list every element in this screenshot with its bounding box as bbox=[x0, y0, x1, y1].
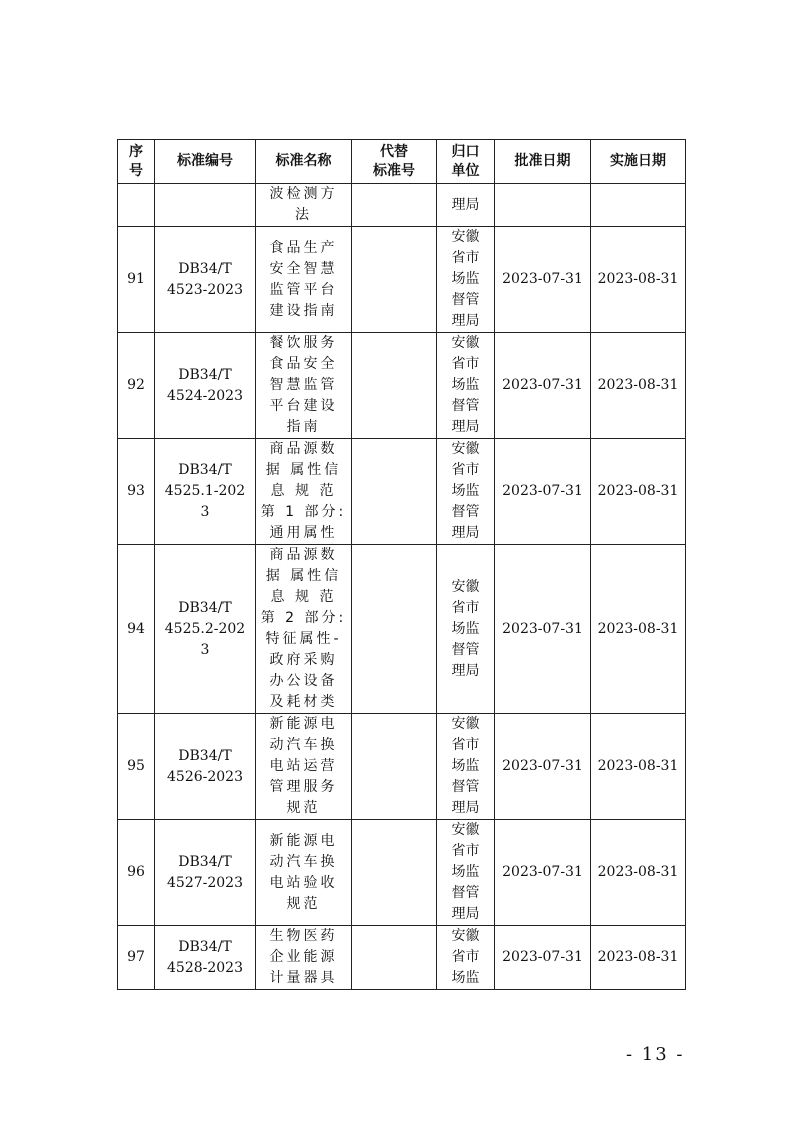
cell-line: 场监 bbox=[451, 620, 480, 637]
cell-unit bbox=[437, 333, 495, 439]
header-name: 标准名称 bbox=[256, 140, 352, 184]
cell-line: 商品源数 bbox=[269, 547, 338, 563]
cell-code bbox=[155, 926, 256, 990]
cell-line: 省市 bbox=[451, 599, 480, 616]
cell-no: 92 bbox=[118, 333, 155, 439]
cell-line: 新能源电 bbox=[269, 716, 338, 732]
cell-line: 动汽车换 bbox=[269, 853, 338, 870]
table-row bbox=[118, 926, 686, 990]
cell-code bbox=[155, 439, 256, 545]
cell-line: 理局 bbox=[451, 800, 480, 816]
cell-name bbox=[256, 714, 352, 820]
cell-name bbox=[256, 227, 352, 333]
cell-line: 及耗材类 bbox=[269, 694, 338, 710]
cell-line: 据 属性信 bbox=[265, 568, 342, 584]
cell-line: 4523-2023 bbox=[167, 281, 243, 298]
cell-line: DB34/T bbox=[178, 260, 232, 277]
cell-line: 安全智慧 bbox=[269, 260, 338, 277]
cell-no: 96 bbox=[118, 820, 155, 926]
table-row bbox=[118, 227, 686, 333]
cell-line: 督管 bbox=[451, 292, 480, 308]
cell-unit bbox=[437, 545, 495, 714]
cell-no: 91 bbox=[118, 227, 155, 333]
cell-line: DB34/T bbox=[178, 853, 232, 870]
cell-effective-date: 2023-08-31 bbox=[591, 227, 686, 333]
cell-line: 计量器具 bbox=[269, 970, 338, 986]
table-row bbox=[118, 333, 686, 439]
header-replace: 代替 标准号 bbox=[352, 140, 437, 184]
cell-line: 督管 bbox=[451, 398, 480, 414]
table-row bbox=[118, 545, 686, 714]
cell-line: 建设指南 bbox=[269, 302, 338, 319]
cell-line: 省市 bbox=[451, 843, 480, 859]
cell-line: 政府采购 bbox=[269, 652, 338, 668]
cell-unit bbox=[437, 926, 495, 990]
cell-line: 第 1 部分: bbox=[260, 504, 347, 520]
cell-approve-date: 2023-07-31 bbox=[495, 926, 591, 990]
cell-line: 监管平台 bbox=[269, 281, 338, 298]
cell-unit bbox=[437, 439, 495, 545]
cell-line: DB34/T bbox=[178, 366, 232, 383]
cell-line: 3 bbox=[200, 641, 210, 658]
cell-line: 省市 bbox=[451, 356, 480, 372]
cell-line: 4527-2023 bbox=[167, 874, 243, 891]
cont-effective bbox=[591, 184, 686, 227]
table-row bbox=[118, 820, 686, 926]
cell-name bbox=[256, 333, 352, 439]
cell-line: 通用属性 bbox=[269, 525, 338, 541]
cell-line: 督管 bbox=[451, 779, 480, 795]
cell-line: 4524-2023 bbox=[167, 387, 243, 404]
cell-line: 安徽 bbox=[451, 441, 480, 457]
cell-line: 省市 bbox=[451, 949, 480, 965]
cell-effective-date: 2023-08-31 bbox=[591, 333, 686, 439]
cell-line: 安徽 bbox=[451, 335, 480, 351]
cell-name bbox=[256, 439, 352, 545]
cell-line: 理局 bbox=[451, 662, 480, 679]
cell-line: 理局 bbox=[451, 906, 480, 922]
cell-line: 理局 bbox=[451, 525, 480, 541]
cell-code bbox=[155, 333, 256, 439]
cell-line: 督管 bbox=[451, 504, 480, 520]
cell-effective-date: 2023-08-31 bbox=[591, 820, 686, 926]
cell-line: 场监 bbox=[451, 483, 480, 499]
cell-line: 据 属性信 bbox=[265, 462, 342, 478]
cell-no: 95 bbox=[118, 714, 155, 820]
cell-code bbox=[155, 545, 256, 714]
cell-line: 平台建设 bbox=[269, 398, 338, 414]
cell-replace bbox=[352, 333, 437, 439]
cell-line: 安徽 bbox=[451, 822, 480, 838]
cell-line: 省市 bbox=[451, 737, 480, 753]
table-row bbox=[118, 714, 686, 820]
cell-effective-date: 2023-08-31 bbox=[591, 714, 686, 820]
cell-line: 餐饮服务 bbox=[269, 335, 338, 351]
cell-line: DB34/T bbox=[178, 599, 232, 616]
cell-line: 安徽 bbox=[451, 928, 480, 944]
page-number: - 13 - bbox=[626, 1044, 685, 1065]
cell-line: 特征属性- bbox=[265, 631, 342, 647]
header-approve-date: 批准日期 bbox=[495, 140, 591, 184]
cell-line: 电站验收 bbox=[269, 874, 338, 891]
cell-effective-date: 2023-08-31 bbox=[591, 926, 686, 990]
header-unit: 归口 单位 bbox=[437, 140, 495, 184]
cell-name bbox=[256, 926, 352, 990]
cell-approve-date: 2023-07-31 bbox=[495, 714, 591, 820]
cell-line: 4526-2023 bbox=[167, 768, 243, 785]
cell-line: 规范 bbox=[286, 895, 321, 912]
cell-line: 第 2 部分: bbox=[260, 610, 347, 626]
header-no: 序 号 bbox=[118, 140, 155, 184]
table-row bbox=[118, 439, 686, 545]
cell-line: 4525.2-202 bbox=[164, 620, 246, 637]
cell-effective-date: 2023-08-31 bbox=[591, 439, 686, 545]
header-row bbox=[118, 140, 686, 184]
cell-line: 食品安全 bbox=[269, 356, 338, 372]
cell-name bbox=[256, 820, 352, 926]
cell-replace bbox=[352, 545, 437, 714]
cont-name: 波检测方 法 bbox=[256, 184, 352, 227]
cell-line: 4525.1-202 bbox=[164, 483, 246, 499]
cell-no: 94 bbox=[118, 545, 155, 714]
continuation-row bbox=[118, 184, 686, 227]
cell-code bbox=[155, 714, 256, 820]
header-effective-date: 实施日期 bbox=[591, 140, 686, 184]
cell-line: 企业能源 bbox=[269, 949, 338, 965]
cell-effective-date: 2023-08-31 bbox=[591, 545, 686, 714]
cell-replace bbox=[352, 926, 437, 990]
cell-unit bbox=[437, 227, 495, 333]
cell-line: 智慧监管 bbox=[269, 377, 338, 393]
cell-unit bbox=[437, 820, 495, 926]
cell-line: 理局 bbox=[451, 419, 480, 435]
cell-line: 商品源数 bbox=[269, 441, 338, 457]
cell-name bbox=[256, 545, 352, 714]
cell-approve-date: 2023-07-31 bbox=[495, 333, 591, 439]
cell-line: DB34/T bbox=[178, 938, 232, 955]
cell-line: 省市 bbox=[451, 250, 480, 266]
cell-replace bbox=[352, 714, 437, 820]
cell-line: 3 bbox=[200, 504, 210, 520]
cell-approve-date: 2023-07-31 bbox=[495, 545, 591, 714]
cell-approve-date: 2023-07-31 bbox=[495, 820, 591, 926]
cell-line: DB34/T bbox=[178, 747, 232, 764]
cell-line: 督管 bbox=[451, 641, 480, 658]
cell-line: 安徽 bbox=[451, 578, 480, 595]
header-code: 标准编号 bbox=[155, 140, 256, 184]
cell-line: 新能源电 bbox=[269, 832, 338, 849]
cell-line: 省市 bbox=[451, 462, 480, 478]
cell-approve-date: 2023-07-31 bbox=[495, 439, 591, 545]
cont-approve bbox=[495, 184, 591, 227]
cell-line: 动汽车换 bbox=[269, 737, 338, 753]
cell-replace bbox=[352, 439, 437, 545]
cell-line: 指南 bbox=[286, 419, 321, 435]
cell-line: 场监 bbox=[451, 377, 480, 393]
cell-line: 规范 bbox=[286, 800, 321, 816]
cell-line: 生物医药 bbox=[269, 928, 338, 944]
cell-line: DB34/T bbox=[178, 462, 232, 478]
cell-line: 督管 bbox=[451, 885, 480, 901]
cont-code bbox=[155, 184, 256, 227]
cell-line: 安徽 bbox=[451, 716, 480, 732]
cell-no: 93 bbox=[118, 439, 155, 545]
cell-code bbox=[155, 820, 256, 926]
cell-line: 场监 bbox=[451, 271, 480, 287]
cell-line: 办公设备 bbox=[269, 673, 338, 689]
cell-line: 场监 bbox=[451, 970, 480, 986]
cell-code bbox=[155, 227, 256, 333]
cell-no: 97 bbox=[118, 926, 155, 990]
cell-line: 食品生产 bbox=[269, 239, 338, 256]
cell-line: 电站运营 bbox=[269, 758, 338, 774]
cell-line: 息 规 范 bbox=[270, 483, 337, 499]
cell-line: 场监 bbox=[451, 864, 480, 880]
cell-line: 息 规 范 bbox=[270, 589, 337, 605]
cell-line: 4528-2023 bbox=[167, 959, 243, 976]
cell-approve-date: 2023-07-31 bbox=[495, 227, 591, 333]
cell-unit bbox=[437, 714, 495, 820]
cell-replace bbox=[352, 820, 437, 926]
standards-table bbox=[117, 139, 686, 990]
cell-line: 场监 bbox=[451, 758, 480, 774]
cont-no bbox=[118, 184, 155, 227]
cont-replace bbox=[352, 184, 437, 227]
cont-unit: 理局 bbox=[437, 184, 495, 227]
cell-line: 安徽 bbox=[451, 229, 480, 245]
cell-line: 理局 bbox=[451, 313, 480, 329]
cell-replace bbox=[352, 227, 437, 333]
cell-line: 管理服务 bbox=[269, 779, 338, 795]
